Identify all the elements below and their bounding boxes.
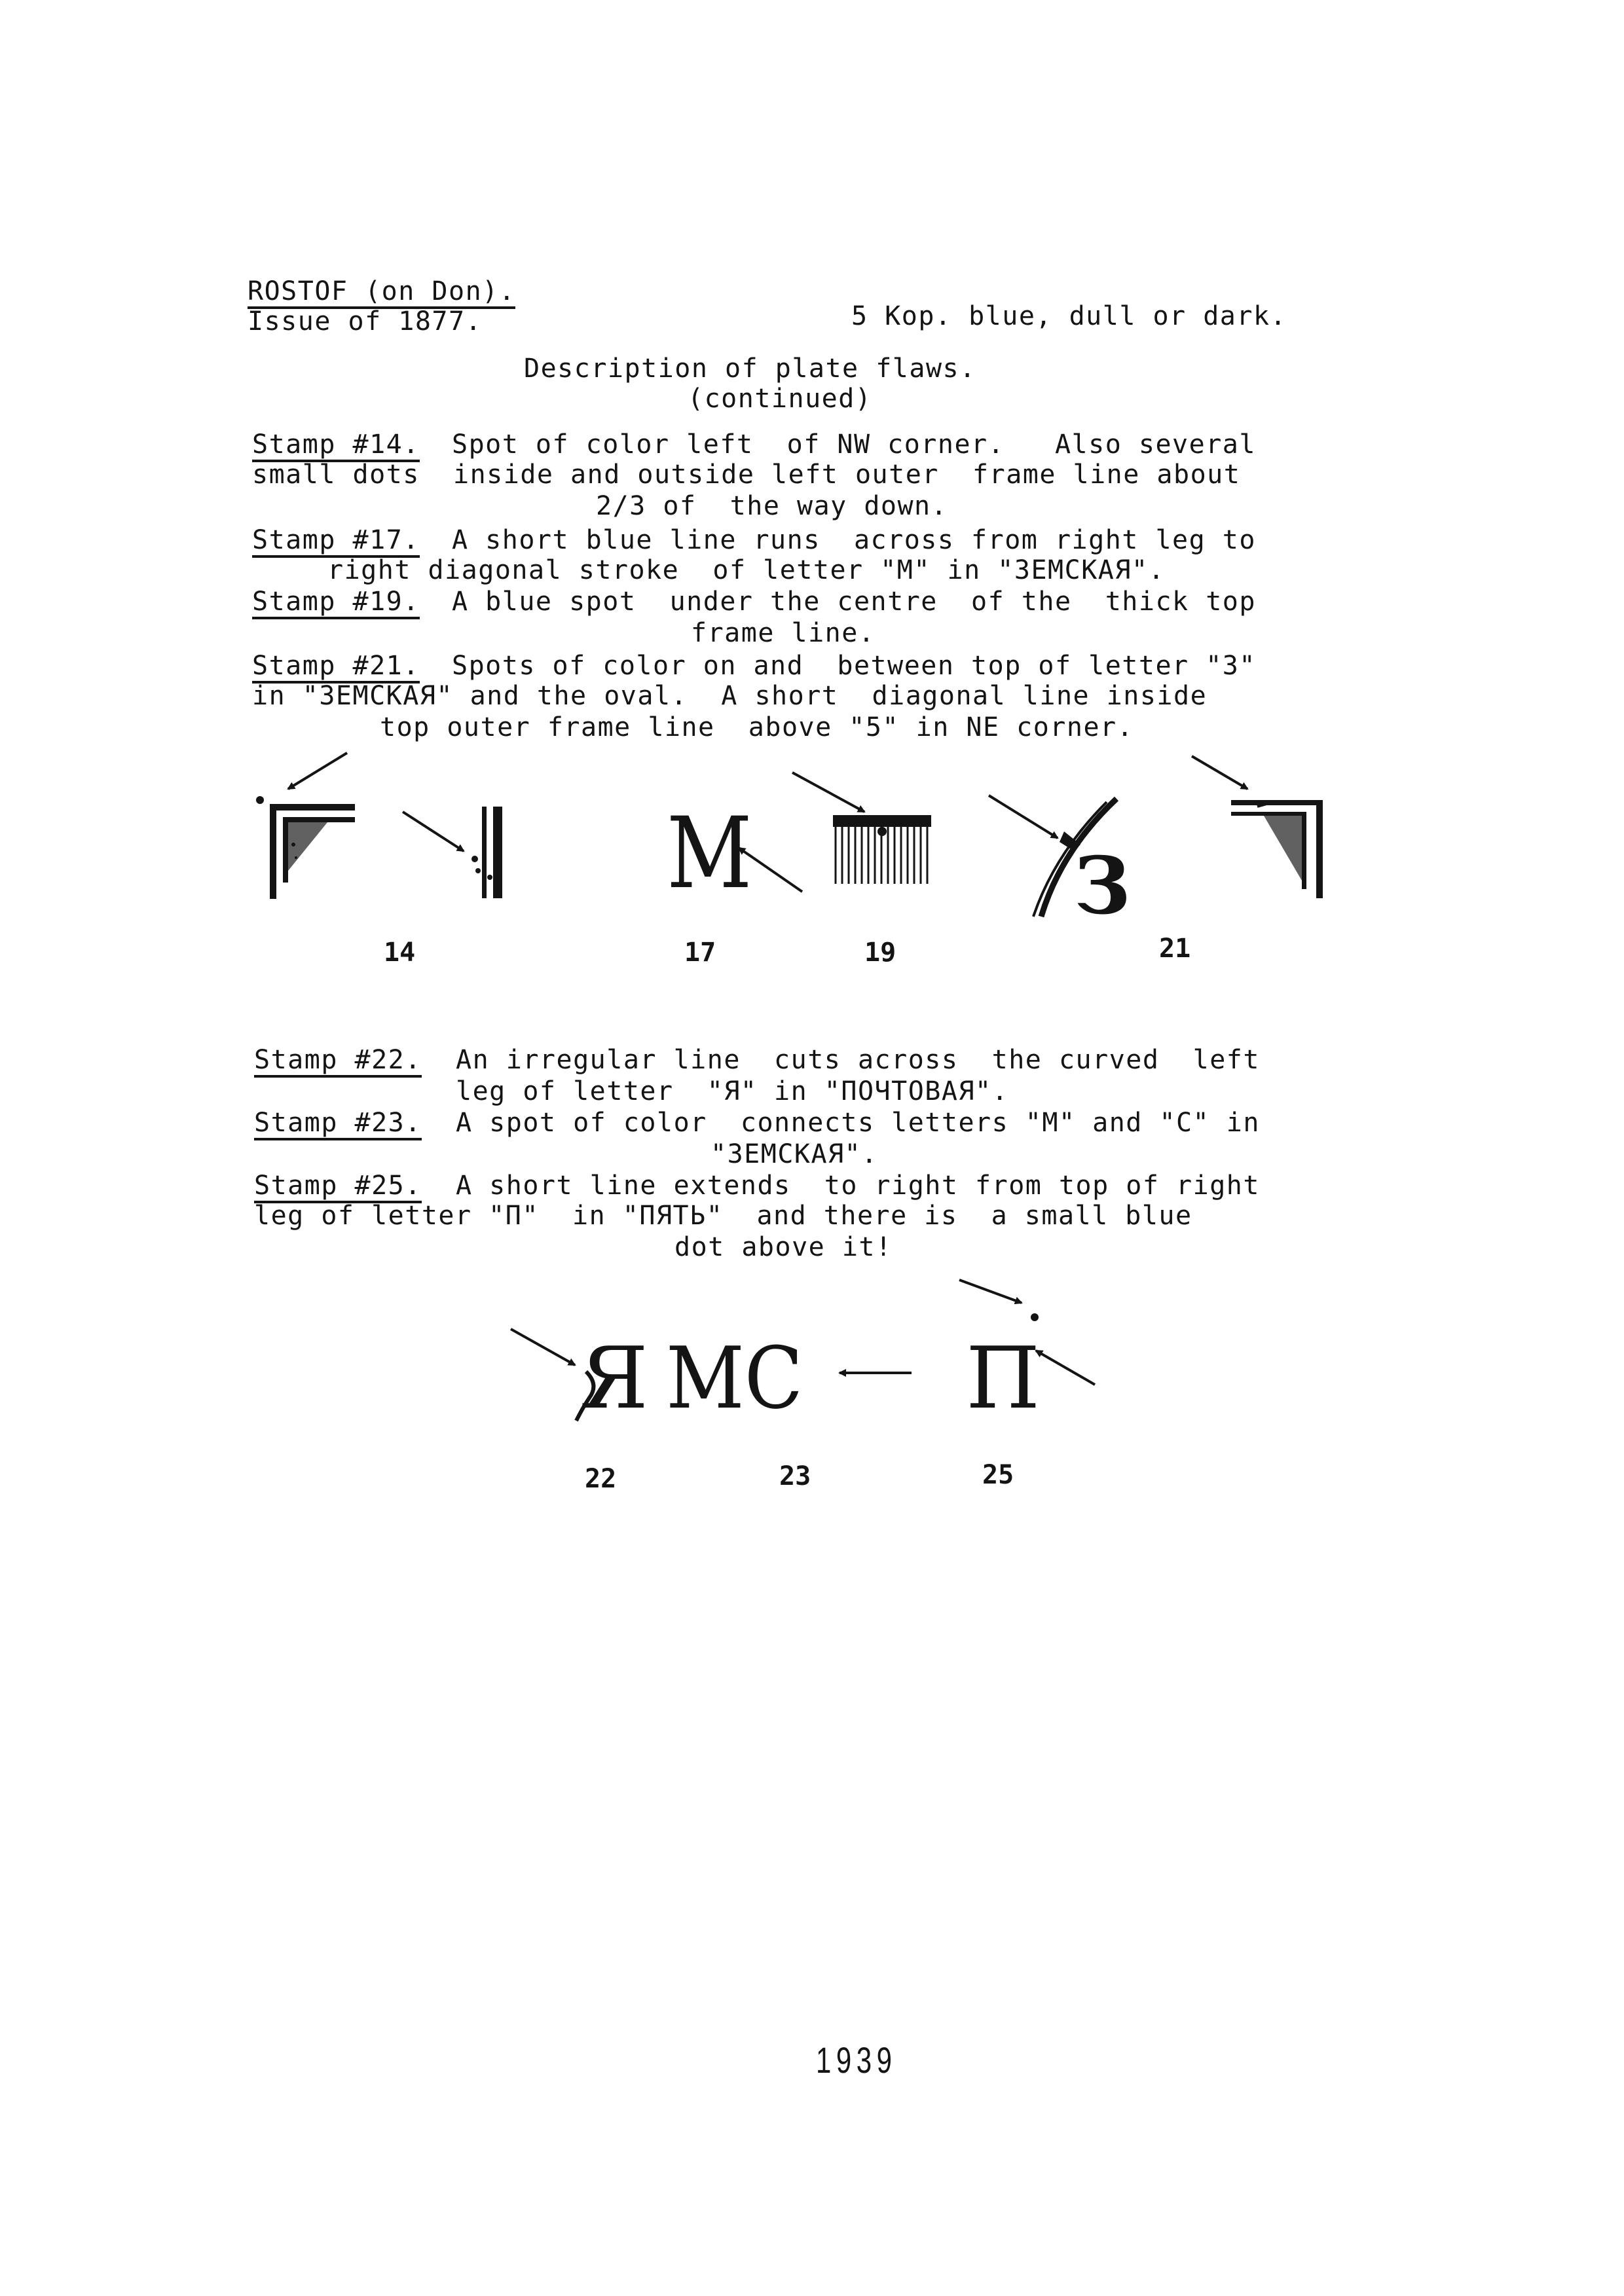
figure-label-22: 22 — [585, 1464, 617, 1494]
entry-label: Stamp #21. — [252, 651, 420, 683]
page-number: 1939 — [816, 2039, 897, 2081]
entry-line: 2/3 of the way down. — [596, 491, 948, 521]
entry-line: frame line. — [691, 618, 876, 648]
entry-label: Stamp #22. — [254, 1045, 422, 1078]
flaw-dot — [1031, 1313, 1039, 1321]
entry-line: leg of letter "Я" in "ПОЧТОВАЯ". — [456, 1076, 1009, 1106]
figure-label-19: 19 — [864, 938, 896, 968]
figure-25-letter-pe — [959, 1280, 1095, 1428]
section-subtitle: (continued) — [688, 384, 872, 414]
entry-label: Stamp #14. — [252, 429, 420, 462]
issue-line: Issue of 1877. — [248, 306, 483, 337]
entry-line: small dots inside and outside left outer frame line about — [252, 460, 1241, 490]
arrow-icon — [511, 1329, 575, 1365]
glyph-m: M — [667, 795, 752, 911]
figure-label-25: 25 — [982, 1460, 1014, 1490]
entry-line: Spots of color on and between top of letter "3" — [452, 651, 1256, 681]
entry-label: Stamp #25. — [254, 1171, 422, 1203]
figure-22-letter-ya — [511, 1328, 648, 1428]
figure-23-letters-mc — [666, 1329, 912, 1428]
stamp-value: 5 Kop. blue, dull or dark. — [851, 301, 1287, 331]
glyph-pe: П — [966, 1328, 1041, 1428]
entry-line: "ЗЕМСКАЯ". — [710, 1139, 878, 1169]
figure-label-23: 23 — [779, 1461, 811, 1491]
glyph-three: З — [1074, 840, 1131, 932]
entry-line: dot above it! — [674, 1232, 893, 1262]
entry-line: in "ЗЕМСКАЯ" and the oval. A short diagonal line inside — [252, 681, 1208, 711]
entry-line: leg of letter "П" in "ПЯТЬ" and there is a small blue — [254, 1201, 1192, 1231]
entry-line: A spot of color connects letters "M" and "C" in — [456, 1108, 1260, 1138]
entry-line: An irregular line cuts across the curved left — [456, 1045, 1260, 1075]
entry-label: Stamp #17. — [252, 525, 420, 558]
glyph-ya: Я — [580, 1328, 648, 1428]
entry-line: A blue spot under the centre of the thick top — [452, 587, 1256, 617]
arrow-icon — [959, 1280, 1022, 1303]
entry-line: A short line extends to right from top of right — [456, 1171, 1260, 1201]
entry-line: A short blue line runs across from right leg to — [452, 525, 1256, 555]
glyph-mc: МС — [666, 1329, 803, 1429]
arrow-icon — [1036, 1351, 1095, 1385]
figure-label-17: 17 — [684, 938, 716, 968]
section-title: Description of plate flaws. — [524, 354, 976, 384]
entry-line: right diagonal stroke of letter "M" in "ЗЕМСКАЯ". — [327, 555, 1166, 585]
entry-label: Stamp #23. — [254, 1108, 422, 1140]
figure-label-21: 21 — [1159, 934, 1191, 964]
figure-label-14: 14 — [384, 938, 416, 968]
entry-label: Stamp #19. — [252, 587, 420, 619]
entry-line: Spot of color left of NW corner. Also several — [452, 429, 1256, 460]
entry-line: top outer frame line above "5" in NE corner. — [380, 712, 1134, 742]
place-heading: ROSTOF (on Don). — [248, 276, 515, 309]
